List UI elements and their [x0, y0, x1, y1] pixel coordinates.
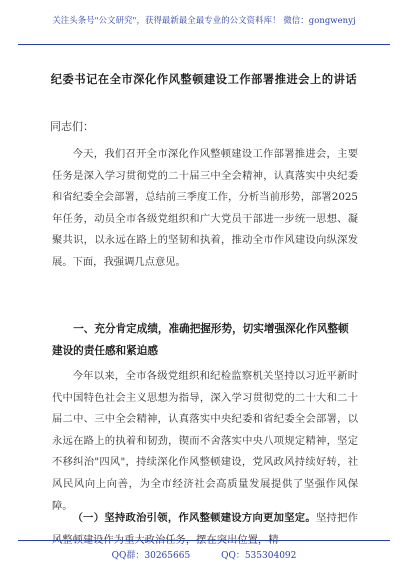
footer-qq-group: QQ群：30265665: [111, 551, 191, 561]
footer-qq-contact: QQ：535304092: [221, 551, 297, 561]
subsection-heading-1: （一）坚持政治引领，作风整顿建设方向更加坚定。: [72, 512, 316, 524]
header-divider: [18, 44, 390, 45]
footer-divider: [18, 540, 390, 541]
header-banner: 关注头条号"公文研究"，获得最新最全最专业的公文资料库！ 微信：gongwenyj: [52, 15, 356, 25]
paragraph-section-1: 今年以来，全市各级党组织和纪检监察机关坚持以习近平新时代中国特色社会主义思想为指导，深入学习贯彻党的二十大和二十届二中、三中全会精神，认真落实中央纪委和省纪委全会部署，以永远在路上的执着和韧劲，锲而不舍落实中央八项规定精神，坚定不移纠治"四风"，持续深化作风整顿建设，党风政风持续好转，社风民风向上向善，为全市经济社会高质量发展提供了坚强作风保障。: [52, 370, 358, 512]
footer: [0, 548, 408, 561]
subsection-paragraph-1: [52, 508, 358, 551]
subsection-text-1: 坚持把作风整顿建设作为重大政治任务，摆在突出位置，精: [52, 512, 359, 546]
section-heading-1: 一、充分肯定成绩，准确把握形势，切实增强深化作风整顿建设的责任感和紧迫感: [52, 323, 349, 357]
document-title: 纪委书记在全市深化作风整顿建设工作部署推进会上的讲话: [50, 72, 358, 86]
paragraph-intro: 今天，我们召开全市深化作风整顿建设工作部署推进会，主要任务是深入学习贯彻党的二十届三中全会精神，认真落实中央纪委和省纪委全会部署，总结前三季度工作，分析当前形势，部署2025年任务，动员全市各级党组织和广大党员干部进一步统一思想、凝聚共识，以永远在路上的坚韧和执着，推动全市作风建设向纵深发展。下面，我强调几点意见。: [52, 148, 358, 268]
salutation: 同志们：: [50, 120, 94, 133]
